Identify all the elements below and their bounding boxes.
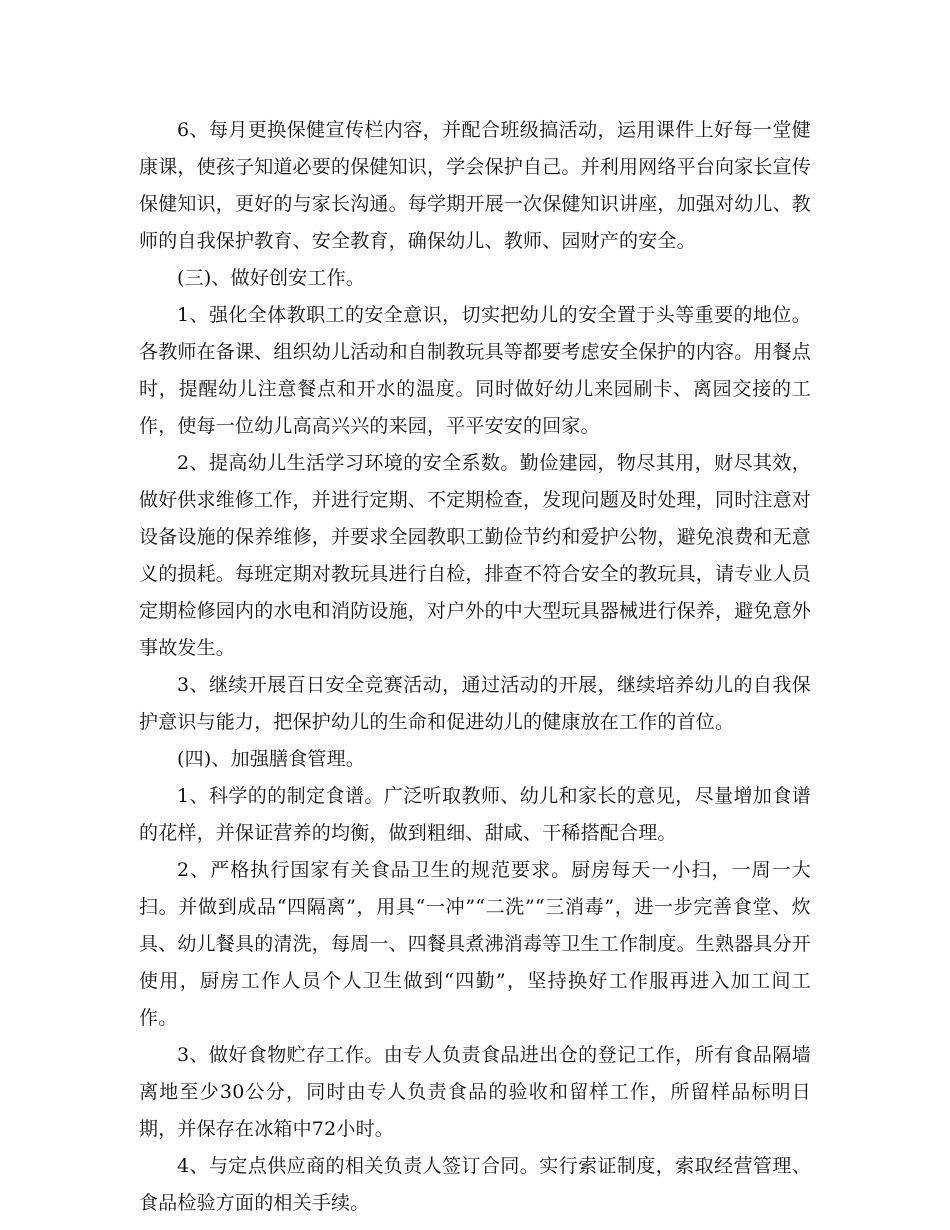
heading-safety-work: (三)、做好创安工作。 [177, 267, 366, 289]
paragraph-environment-safety: 2、提高幼儿生活学习环境的安全系数。勤俭建园，物尽其用，财尽其效，做好供求维修工作，并进行定期、不定期检查，发现问题及时处理，同时注意对设备设施的保养维修，并要求全园教职工勤俭节约和爱护公物，避免浪费和无意义的损耗。每班定期对教玩具进行自检，排查不符合安全的教玩具，请专业人员定期检修园内的水电和消防设施，对户外的中大型玩具器械进行保养，避免意外事故发生。 [139, 452, 812, 659]
paragraph-menu-planning: 1、科学的的制定食谱。广泛听取教师、幼儿和家长的意见，尽量增加食谱的花样，并保证营养的均衡，做到粗细、甜咸、干稀搭配合理。 [139, 785, 811, 844]
document-body [139, 112, 811, 1222]
paragraph-safety-competition: 3、继续开展百日安全竞赛活动，通过活动的开展，继续培养幼儿的自我保护意识与能力，把保护幼儿的生命和促进幼儿的健康放在工作的首位。 [139, 674, 811, 733]
paragraph-safety-awareness: 1、强化全体教职工的安全意识，切实把幼儿的安全置于头等重要的地位。各教师在备课、组织幼儿活动和自制教玩具等都要考虑安全保护的内容。用餐点时，提醒幼儿注意餐点和开水的温度。同时做好幼儿来园刷卡、离园交接的工作，使每一位幼儿高高兴兴的来园，平平安安的回家。 [139, 304, 812, 437]
paragraph-food-hygiene: 2、严格执行国家有关食品卫生的规范要求。厨房每天一小扫，一周一大扫。并做到成品“四隔离”，用具“一冲”“二洗”“三消毒”，进一步完善食堂、炊具、幼儿餐具的清洗，每周一、四餐具煮沸消毒等卫生工作制度。生熟器具分开使用，厨房工作人员个人卫生做到“四勤”，坚持换好工作服再进入加工间工作。 [139, 859, 812, 1029]
paragraph-supplier-contract: 4、与定点供应商的相关负责人签订合同。实行索证制度，索取经营管理、食品检验方面的相关手续。 [139, 1155, 811, 1214]
paragraph-food-storage: 3、做好食物贮存工作。由专人负责食品进出仓的登记工作，所有食品隔墙离地至少30公分，同时由专人负责食品的验收和留样工作，所留样品标明日期，并保存在冰箱中72小时。 [139, 1044, 811, 1140]
paragraph-health-promotion: 6、每月更换保健宣传栏内容，并配合班级搞活动，运用课件上好每一堂健康课，使孩子知道必要的保健知识，学会保护自己。并利用网络平台向家长宣传保健知识，更好的与家长沟通。每学期开展一次保健知识讲座，加强对幼儿、教师的自我保护教育、安全教育，确保幼儿、教师、园财产的安全。 [139, 119, 812, 252]
heading-meal-management: (四)、加强膳食管理。 [177, 748, 366, 770]
